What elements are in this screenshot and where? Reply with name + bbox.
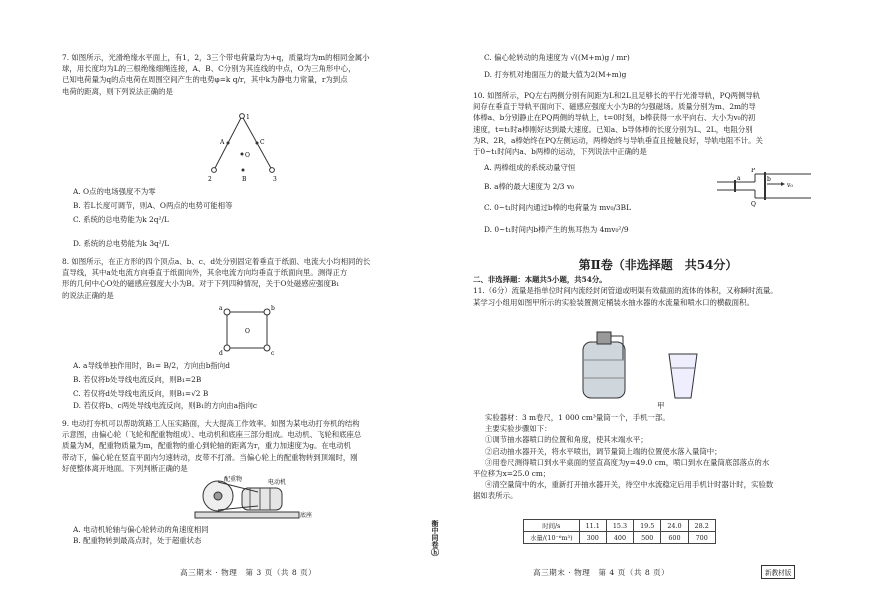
table-row xyxy=(524,520,716,532)
label-2: 2 xyxy=(208,176,212,183)
q11-body-line: 主要实验步骤如下： xyxy=(485,424,552,434)
q10-stem-line: 间存在垂直于导轨平面向下、磁感应强度大小为B的匀强磁场。质量分别为m、2m的导 xyxy=(473,102,756,112)
label-a: a xyxy=(219,305,223,312)
table-cell: 600 xyxy=(661,532,688,544)
label-O: O xyxy=(245,328,250,335)
label-b: b xyxy=(271,305,275,312)
label-counterweight: 配重物 xyxy=(224,476,243,483)
q11-body xyxy=(473,412,843,502)
table-cell: 19.5 xyxy=(634,520,661,532)
q10-rails-figure xyxy=(715,168,815,208)
table-row xyxy=(524,532,716,544)
q7-stem-line: 球，用长度均为L的三根绝缘细绳连接，A、B、C分别为其连线的中点，O为三角形中心， xyxy=(62,64,356,74)
q10-stem-line: 速度，t=t₁时a棒刚好达到最大速度。已知a、b导体棒的长度分别为L、2L，电阻分别 xyxy=(473,124,753,134)
q11-stem-line: 某学习小组用如图甲所示的实验装置测定桶装水抽水器的水流量和喷水口的横截面积。 xyxy=(473,297,754,307)
q10-stem-line: 10. 如图所示，PQ左右两侧分别有间距为L和2L且足够长的平行光滑导轨，PQ两侧导轨 xyxy=(473,91,761,100)
q8-square-figure xyxy=(218,304,278,356)
table-cell: 300 xyxy=(579,532,606,544)
q7-options xyxy=(62,186,407,249)
q9-options xyxy=(62,524,407,546)
label-v0: v₀ xyxy=(787,182,793,189)
label-c: c xyxy=(271,350,275,356)
q9-option-c: C. 偏心轮转动的角速度为 √((M+m)g / mr) xyxy=(484,53,630,62)
q10-stem-line: 为R、2R，a棒始终在PQ左侧运动，两棒始终与导轨垂直且接触良好，导轨电阻不计。关 xyxy=(473,135,763,145)
label-A: A xyxy=(220,139,225,146)
q11-data-table xyxy=(523,519,716,544)
q7-option-b: B. 若L长度可调节，则A、O两点的电势可能相等 xyxy=(73,201,233,211)
table-cell: 时间/s xyxy=(524,520,580,532)
q7-stem-line: 已知电荷量为q的点电荷在周围空间产生的电势φ=k q/r，其中k为静电力常量，r为到点 xyxy=(62,75,348,85)
edition-badge: 新教材版 xyxy=(761,565,795,579)
q10-option-a: A. 两棒组成的系统动量守恒 xyxy=(484,163,576,172)
q11-body-line: ④清空量筒中的水，重新打开抽水器开关，待空中水流稳定后用手机计时器计时，实验数 xyxy=(485,480,774,490)
section-two xyxy=(473,256,843,308)
label-a: a xyxy=(737,175,741,182)
table-cell: 500 xyxy=(634,532,661,544)
q8-stem-line: 形的几何中心O处的磁感应强度大小为B。对于下列四种情况，关于O处磁感应强度B₁ xyxy=(62,279,340,289)
label-Q: Q xyxy=(751,201,756,208)
q7-option-d: D. 系统的总电势能为k 3q²/L xyxy=(73,238,170,248)
q9-continued xyxy=(473,52,843,80)
table-cell: 700 xyxy=(688,532,715,544)
q11-body-line: 平位移为x=25.0 cm； xyxy=(473,469,551,479)
label-1: 1 xyxy=(246,114,250,121)
question-7 xyxy=(62,52,407,97)
q9-stem-line: 好使整体离开地面。下列判断正确的是 xyxy=(62,463,188,473)
q7-option-a: A. O点的电场强度不为零 xyxy=(73,187,156,196)
q8-stem-line: 直导线，其中a处电流方向垂直于纸面向外，其余电流方向均垂直于纸面向里。测得正方 xyxy=(62,268,348,278)
table-cell: 24.0 xyxy=(661,520,688,532)
q11-figure-caption: 甲 xyxy=(657,401,665,410)
section-subtitle: 二、非选择题：本题共5小题，共54分。 xyxy=(473,275,607,285)
q11-body-line: ②启动抽水器开关，将水平喷出，调节量筒上端的位置使水落入量筒中； xyxy=(485,446,722,456)
q8-stem-line: 8. 如图所示，在正方形的四个顶点a、b、c、d处分别固定着垂直于纸面、电流大小均相同的长 xyxy=(62,257,371,266)
label-3: 3 xyxy=(273,176,277,183)
right-page xyxy=(435,0,870,599)
right-page-footer: 高三期末 · 物理 第 4 页（共 8 页） xyxy=(533,568,670,577)
q11-body-line: 据如表所示。 xyxy=(473,491,518,501)
q11-body-line: ③用卷尺测得喷口到水平桌面的竖直高度为y=49.0 cm，喷口到水在量筒底部落点的水 xyxy=(485,457,770,467)
table-cell: 15.3 xyxy=(606,520,633,532)
q8-option-b: B. 若仅将b处导线电流反向，则B₁=2B xyxy=(73,375,202,385)
question-10 xyxy=(473,90,843,157)
q11-body-line: 实验器材：3 m卷尺，1 000 cm³量筒一个，手机一部。 xyxy=(485,413,670,422)
q9-option-d: D. 打夯机对地面压力的最大值为2(M+m)g xyxy=(484,70,627,80)
q11-stem-line: 11.（6分）流量是指单位时间内流经封闭管道或明渠有效截面的流体的体积，又称瞬时流量。 xyxy=(473,286,778,296)
q9-stem-line: 带动下，偏心轮在竖直平面内匀速转动，皮带不打滑。当偏心轮上的配重物转到顶端时，刚 xyxy=(62,452,358,462)
label-P: P xyxy=(751,168,756,174)
seal-logo: 衡中同卷 ⓗ xyxy=(431,520,440,557)
label-motor: 电动机 xyxy=(268,479,287,486)
table-cell: 28.2 xyxy=(688,520,715,532)
q8-options xyxy=(62,360,407,411)
q10-stem-line: 体棒a、b分别静止在PQ两侧的导轨上，t=0时刻，b棒获得一水平向右、大小为v₀的初 xyxy=(473,113,756,123)
q9-stem-line: 9. 电动打夯机可以帮助筑路工人压实路面，大大提高工作效率。如图为某电动打夯机的结构 xyxy=(62,419,360,428)
q9-compactor-figure xyxy=(190,474,320,524)
label-O: O xyxy=(245,152,250,159)
q9-option-b: B. 配重物转到最高点时，处于超重状态 xyxy=(73,536,202,546)
q8-option-c: C. 若仅将d处导线电流反向，则B₁=√2 B xyxy=(73,389,209,399)
q7-stem-line: 电荷的距离，则下列说法正确的是 xyxy=(62,86,173,96)
q8-stem-line: 的说法正确的是 xyxy=(62,290,114,300)
q10-stem-line: 于0~t₁时间内a、b两棒的运动，下列说法中正确的是 xyxy=(473,147,647,157)
q8-option-a: A. a导线单独作用时，B₁= B/2，方向由b指向d xyxy=(73,361,230,370)
label-b: b xyxy=(767,176,771,183)
q11-apparatus-figure xyxy=(565,324,705,404)
q7-triangle-figure xyxy=(200,108,290,188)
q10-option-d: D. 0~t₁时间内b棒产生的焦耳热为 4mv₀²/9 xyxy=(484,224,629,234)
q11-body-line: ①调节抽水器喷口的位置和角度，使其末端水平； xyxy=(485,435,648,445)
q7-option-c: C. 系统的总电势能为k 2q²/L xyxy=(73,215,169,225)
q9-option-a: A. 电动机轮轴与偏心轮转动的角速度相同 xyxy=(73,525,209,534)
table-cell: 水量/(10⁻⁶m³) xyxy=(524,532,580,544)
q10-option-b: B. a棒的最大速度为 2/3 v₀ xyxy=(484,182,575,192)
q7-stem-line: 7. 如图所示，光滑绝缘水平面上，有1，2，3三个带电荷量均为+q，质量均为m的相同金属小 xyxy=(62,53,370,62)
table-cell: 400 xyxy=(606,532,633,544)
question-8 xyxy=(62,256,407,301)
q9-stem-line: 示意图，由偏心轮（飞轮和配重物组成）、电动机和底座三部分组成。电动机、飞轮和底座总 xyxy=(62,430,362,440)
label-B: B xyxy=(242,176,247,183)
table-cell: 11.1 xyxy=(579,520,606,532)
label-C: C xyxy=(260,139,265,146)
section-title: 第Ⅱ卷（非选择题 共54分） xyxy=(578,258,738,272)
q10-option-c: C. 0~t₁时间内通过b棒的电荷量为 mv₀/3BL xyxy=(484,203,631,213)
label-base: 底座 xyxy=(300,512,313,519)
q8-option-d: D. 若仅将b、c两处导线电流反向，则B₁的方向由a指向c xyxy=(73,400,257,410)
question-9 xyxy=(62,418,407,474)
label-d: d xyxy=(219,350,223,356)
q10-options xyxy=(473,162,733,235)
left-page-footer: 高三期末 · 物理 第 3 页（共 8 页） xyxy=(180,568,317,577)
q9-stem-line: 质量为M，配重物质量为m，配重物的重心到轮轴的距离为r，重力加速度为g。在电动机 xyxy=(62,441,351,451)
